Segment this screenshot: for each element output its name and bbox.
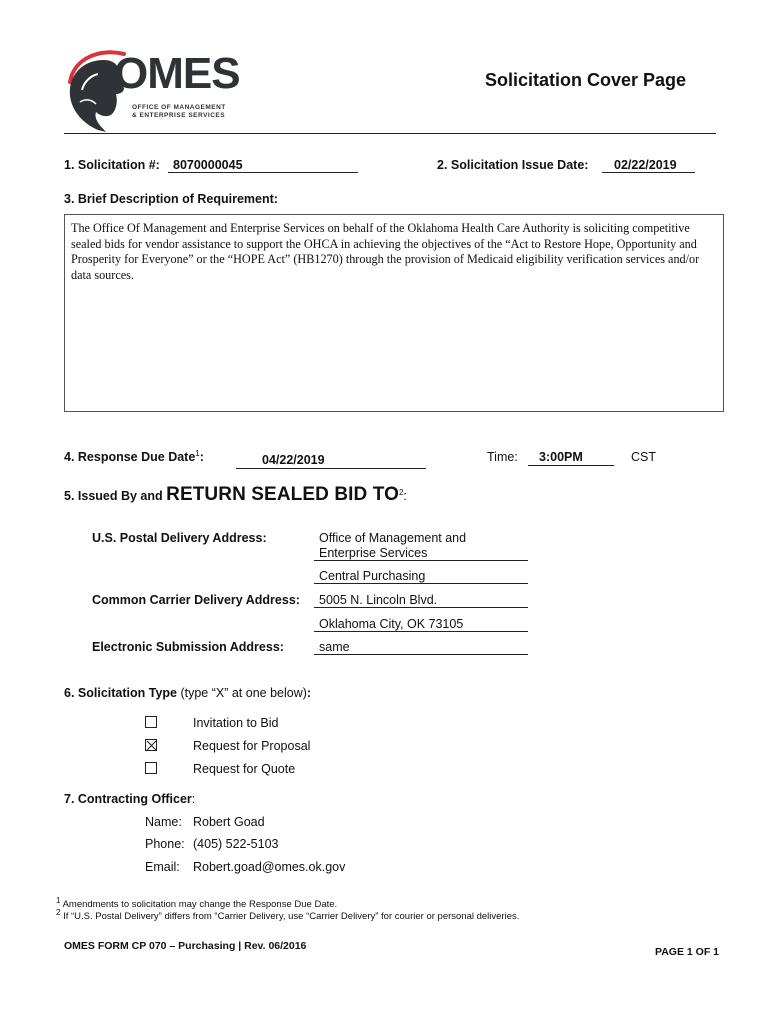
response-due-label-colon: : bbox=[199, 450, 204, 464]
electronic-address-label: Electronic Submission Address: bbox=[92, 640, 284, 654]
time-label: Time: bbox=[487, 450, 518, 464]
contracting-officer-label-colon: : bbox=[191, 792, 196, 806]
address-line-1a: Office of Management and bbox=[319, 531, 467, 545]
request-for-quote-checkbox[interactable] bbox=[145, 762, 157, 774]
address-line-1-underline bbox=[314, 560, 528, 561]
footnote-2-number: 2 bbox=[56, 907, 61, 917]
footnote-1-number: 1 bbox=[56, 895, 61, 905]
response-due-label-text: 4. Response Due Date bbox=[64, 450, 196, 464]
time-value: 3:00PM bbox=[539, 450, 583, 464]
solicitation-type-label-colon: : bbox=[306, 686, 312, 700]
solicitation-number-underline bbox=[168, 172, 358, 173]
issued-by-prefix: 5. Issued By and bbox=[64, 489, 167, 503]
officer-phone-label: Phone: bbox=[145, 837, 185, 851]
address-line-3: 5005 N. Lincoln Blvd. bbox=[319, 593, 438, 607]
timezone: CST bbox=[631, 450, 656, 464]
solicitation-type-label-note: (type “X” at one below) bbox=[176, 686, 307, 700]
logo-subline-1: OFFICE OF MANAGEMENT bbox=[132, 104, 226, 111]
contracting-officer-label bbox=[64, 792, 195, 806]
footnote-2 bbox=[56, 907, 520, 922]
form-footer: OMES FORM CP 070 – Purchasing | Rev. 06/2016 bbox=[64, 940, 307, 952]
invitation-to-bid-checkbox[interactable] bbox=[145, 716, 157, 728]
issued-by-footnote-ref: 2 bbox=[398, 487, 404, 497]
page-number: PAGE 1 OF 1 bbox=[655, 946, 719, 958]
request-for-proposal-label: Request for Proposal bbox=[193, 739, 311, 753]
response-due-label bbox=[64, 450, 204, 464]
logo-subtitle bbox=[132, 104, 226, 120]
officer-name-label: Name: bbox=[145, 815, 182, 829]
description-label: 3. Brief Description of Requirement: bbox=[64, 192, 278, 206]
address-line-4: Oklahoma City, OK 73105 bbox=[319, 617, 464, 631]
time-underline bbox=[528, 465, 614, 466]
solicitation-number-value: 8070000045 bbox=[173, 158, 243, 172]
address-line-3-underline bbox=[314, 607, 528, 608]
issue-date-value: 02/22/2019 bbox=[614, 158, 677, 172]
solicitation-type-label bbox=[64, 686, 311, 700]
footnote-1-text: Amendments to solicitation may change the Response Due Date. bbox=[60, 899, 338, 910]
address-line-2: Central Purchasing bbox=[319, 569, 426, 583]
issue-date-label: 2. Solicitation Issue Date: bbox=[437, 158, 589, 172]
carrier-address-label: Common Carrier Delivery Address: bbox=[92, 593, 300, 607]
request-for-quote-label: Request for Quote bbox=[193, 762, 296, 776]
issued-by-label bbox=[64, 484, 407, 506]
officer-name-value: Robert Goad bbox=[193, 815, 265, 829]
page-title: Solicitation Cover Page bbox=[485, 70, 687, 90]
postal-address-label: U.S. Postal Delivery Address: bbox=[92, 531, 267, 545]
address-line-1b: Enterprise Services bbox=[319, 546, 428, 560]
logo-wordmark: OMES bbox=[114, 49, 240, 98]
address-line-4-underline bbox=[314, 631, 528, 632]
issue-date-underline bbox=[602, 172, 695, 173]
request-for-proposal-checkbox[interactable] bbox=[145, 739, 157, 751]
issued-by-colon: : bbox=[403, 489, 407, 503]
solicitation-type-label-bold: 6. Solicitation Type bbox=[64, 686, 177, 700]
address-line-2-underline bbox=[314, 583, 528, 584]
officer-phone-value: (405) 522-5103 bbox=[193, 837, 279, 851]
footnote-2-text: If “U.S. Postal Delivery” differs from “Carrier Delivery, use “Carrier Delivery” for courier or personal deliveries. bbox=[60, 911, 520, 922]
electronic-address-value: same bbox=[319, 640, 350, 654]
officer-email-label: Email: bbox=[145, 860, 180, 874]
footnote-1 bbox=[56, 895, 338, 910]
description-box: The Office Of Management and Enterprise Services on behalf of the Oklahoma Health Care Authority is soliciting competitive sealed bids for vendor assistance to support the OHCA in achieving the objectives of the “Act to Restore Hope, Opportunity and Prosperity for Everyone” or the “HOPE Act” (HB1270) through the provision of Medicaid eligibility verification services and/or data sources. bbox=[64, 214, 724, 412]
electronic-address-underline bbox=[314, 654, 528, 655]
contracting-officer-label-text: 7. Contracting Officer bbox=[64, 792, 192, 806]
solicitation-number-label: 1. Solicitation #: bbox=[64, 158, 160, 172]
invitation-to-bid-label: Invitation to Bid bbox=[193, 716, 279, 730]
response-due-date-underline bbox=[236, 468, 426, 469]
officer-email-value: Robert.goad@omes.ok.gov bbox=[193, 860, 346, 874]
return-sealed-bid-heading: RETURN SEALED BID TO bbox=[166, 484, 399, 505]
response-due-date-value: 04/22/2019 bbox=[262, 453, 325, 467]
response-due-footnote-ref: 1 bbox=[195, 448, 200, 458]
header-divider bbox=[64, 133, 716, 134]
logo-subline-2: & ENTERPRISE SERVICES bbox=[132, 112, 226, 119]
omes-logo bbox=[60, 46, 240, 136]
